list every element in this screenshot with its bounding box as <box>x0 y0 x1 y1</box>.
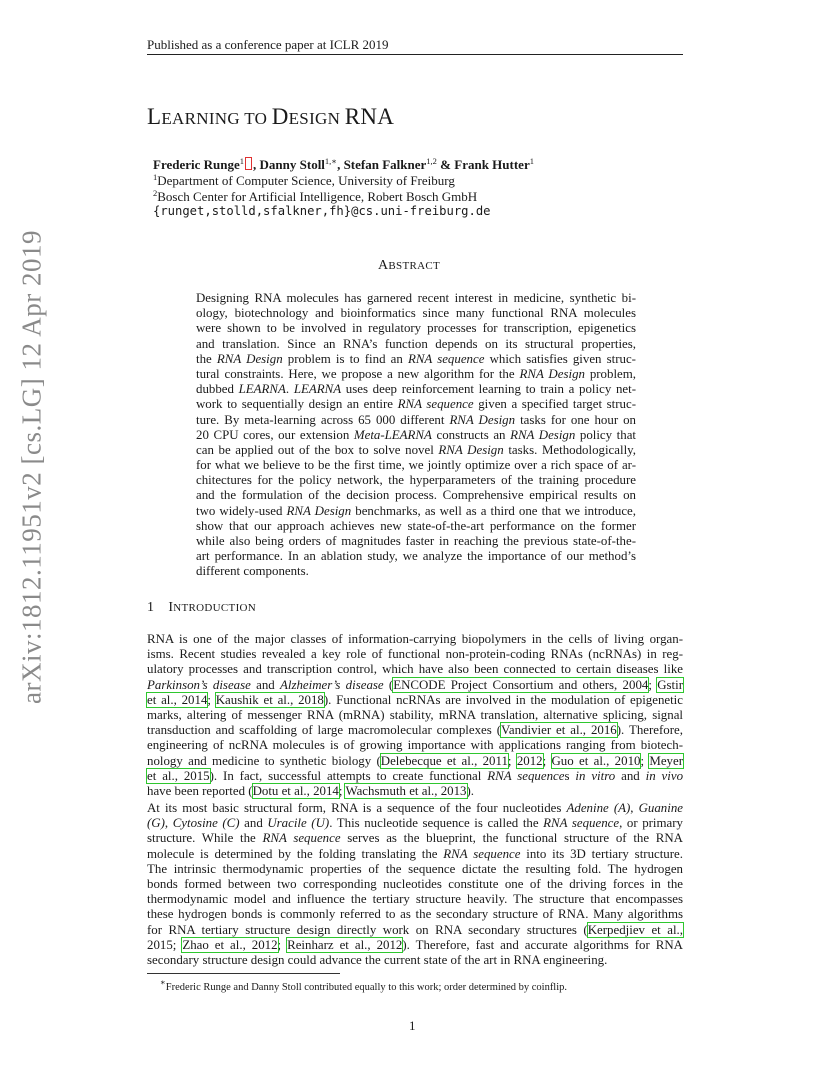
text-line: bonds formed between two corresponding nucleotides constitute one of the driving forces in the <box>147 876 683 891</box>
italic-term: in vitro <box>575 768 616 783</box>
text-line: nology and medicine to synthetic biology (Delebecque et al., 2011; 2012; Guo et al., 2010; Meyer <box>147 753 684 768</box>
citation-link[interactable]: Kerpedjiev et al., <box>587 922 683 937</box>
text-line: for RNA tertiary structure design directly work on RNA secondary structures (Kerpedjiev et al., <box>147 922 683 937</box>
text-line: the RNA Design problem is to find an RNA sequence which satisfies given struc- <box>196 351 636 366</box>
italic-term: RNA Design <box>216 351 283 366</box>
abstract-heading: ABSTRACT <box>378 258 441 273</box>
citation-link[interactable]: Reinharz et al., 2012 <box>287 937 403 952</box>
text-line: (G), Cytosine (C) and Uracile (U). This nucleotide sequence is called the RNA sequence, or primary <box>147 816 684 831</box>
citation-link[interactable]: Delebecque et al., 2011 <box>380 753 508 768</box>
italic-term: Alzheimer’s disease <box>280 677 384 692</box>
italic-term: RNA Design <box>510 427 576 442</box>
citation-link[interactable]: Gstir <box>657 677 683 692</box>
citation-link[interactable]: Dotu et al., 2014 <box>252 783 339 798</box>
italic-term: RNA sequence <box>407 351 485 366</box>
author-name: Danny Stoll <box>259 157 325 172</box>
italic-term: Parkinson’s disease <box>147 677 251 692</box>
text-line: molecule is determined by the folding translating the RNA sequence into its 3D tertiary structure. <box>147 846 683 861</box>
citation-link[interactable]: Guo et al., 2010 <box>551 753 641 768</box>
italic-term: RNA sequence <box>487 768 565 783</box>
italic-term: RNA sequence <box>443 846 521 861</box>
intro-paragraph-2 <box>147 801 683 968</box>
text-line: have been reported (Dotu et al., 2014; Wachsmuth et al., 2013). <box>147 783 475 798</box>
citation-link[interactable]: Wachsmuth et al., 2013 <box>345 783 467 798</box>
italic-term: RNA sequence <box>262 831 341 846</box>
text-line: work to sequentially design an entire RNA sequence given a specified target struc- <box>196 397 637 412</box>
text-line: show that our approach achieves new state-of-the-art performance on the former <box>196 518 636 533</box>
affiliation: $^2$Bosch Center for Artificial Intelligence, Robert Bosch GmbH <box>153 188 478 204</box>
text-line: art performance. In an ablation study, we analyze the importance of our method’s <box>196 549 636 564</box>
running-header: Published as a conference paper at ICLR 2019 <box>147 37 389 52</box>
arxiv-identifier <box>12 230 52 704</box>
author-emails: {runget,stolld,sfalkner,fh}@cs.uni-freiburg.de <box>153 204 491 218</box>
citation-link[interactable]: Meyer <box>649 753 684 768</box>
citation-link[interactable]: et al., 2014 <box>147 692 208 707</box>
text-line: Parkinson’s disease and Alzheimer’s disease (ENCODE Project Consortium and others, 2004; Gstir <box>147 677 683 692</box>
italic-term: Guanine <box>638 801 683 815</box>
italic-term: (G) <box>147 816 165 831</box>
arxiv-identifier-text: arXiv:1812.11951v2 [cs.LG] 12 Apr 2019 <box>16 230 47 704</box>
affiliation: $^1$Department of Computer Science, University of Freiburg <box>153 172 455 188</box>
text-line: dubbed LEARNA. LEARNA uses deep reinforcement learning to train a policy net- <box>196 382 636 397</box>
citation-link[interactable]: Zhao et al., 2012 <box>182 937 278 952</box>
text-line: ulatory processes and transcription control, which have also been connected to certain diseases like <box>147 662 683 677</box>
text-line: marks, altering of messenger RNA (mRNA) stability, mRNA translation, alternative splicing, signal <box>147 707 683 722</box>
text-line: engineering of ncRNA molecules is of growing importance with applications ranging from biotech- <box>147 738 683 753</box>
text-line: while also being orders of magnitudes faster in reaching the previous state-of-the- <box>196 534 636 548</box>
author-name: Frank Hutter <box>454 157 530 172</box>
citation-link[interactable]: et al., 2015 <box>147 768 210 783</box>
text-line: et al., 2014; Kaushik et al., 2018). Functional ncRNAs are involved in the modulation of epigenetic <box>147 692 683 707</box>
paper-title: LEARNING TO DESIGN RNA <box>147 104 395 129</box>
italic-term: LEARNA <box>238 382 286 397</box>
text-line: chitectures for the policy network, the hyperparameters of the training procedure <box>196 473 636 488</box>
header-rule <box>147 54 683 55</box>
text-line: were shown to be involved in regulatory processes for transcription, epigenetics <box>196 321 636 336</box>
text-line: for what we believe to be the first time, we jointly optimize over a rich space of ar- <box>196 458 636 473</box>
text-line: two widely-used RNA Design benchmarks, as well as a third one that we introduce, <box>196 503 636 518</box>
text-line: secondary structure design could advance the current state of the art in RNA engineering. <box>147 952 608 967</box>
text-line: and translation. Since an RNA’s function depends on its structural properties, <box>196 336 636 351</box>
citation-link[interactable]: ENCODE Project Consortium and others, 2004 <box>393 677 649 692</box>
italic-term: RNA Design <box>438 442 504 457</box>
text-line: The intrinsic thermodynamic properties of the sequence dictate the resulting fold. The hydrogen <box>147 861 683 876</box>
italic-term: RNA Design <box>449 412 516 427</box>
italic-term: Uracile (U) <box>267 816 330 831</box>
text-line: structure. While the RNA sequence serves as the blueprint, the functional structure of the RNA <box>147 831 683 846</box>
intro-paragraph-1 <box>147 632 683 799</box>
text-line: 2015; Zhao et al., 2012; Reinharz et al., 2012). Therefore, fast and accurate algorithms for RNA <box>147 937 683 952</box>
text-line: different components. <box>196 564 309 579</box>
text-line: can be applied out of the box to solve novel RNA Design tasks. Methodologically, <box>196 442 636 457</box>
italic-term: LEARNA <box>293 382 342 397</box>
text-line: 20 CPU cores, our extension Meta-LEARNA constructs an RNA Design policy that <box>196 427 636 442</box>
italic-term: Cytosine (C) <box>172 816 240 831</box>
author-list: Frederic Runge$^1$ , Danny Stoll$^{1,∗}$, Stefan Falkner$^{1,2}$ & Frank Hutter$^1$ <box>153 156 534 172</box>
italic-term: RNA sequence <box>543 816 620 831</box>
citation-link[interactable]: 2012 <box>516 753 543 768</box>
italic-term: in vivo <box>645 768 684 783</box>
footnote-rule <box>147 973 340 974</box>
text-line: and the formulation of the decision process. Comprehensive empirical results on <box>196 488 636 503</box>
author-name: Stefan Falkner <box>343 157 427 172</box>
text-line: ture. By meta-learning across 65 000 different RNA Design tasks for one hour on <box>196 412 636 427</box>
italic-term: RNA sequence <box>397 397 474 412</box>
citation-link[interactable]: Vandivier et al., 2016 <box>501 723 617 738</box>
citation-link[interactable]: Kaushik et al., 2018 <box>215 692 324 707</box>
text-line: ology, biotechnology and bioinformatics since many functional RNA molecules <box>196 306 636 321</box>
text-line: thermodynamic model and influence the tertiary structure heavily. The structure that encompasses <box>147 892 683 907</box>
italic-term: RNA Design <box>286 503 352 518</box>
italic-term: Meta-LEARNA <box>353 427 432 442</box>
page-number: 1 <box>409 1018 416 1033</box>
author-name: Frederic Runge <box>153 157 240 172</box>
text-line: these hydrogen bonds is commonly referred to as the secondary structure of RNA. Many algorithms <box>147 907 683 922</box>
text-line: RNA is one of the major classes of information-carrying biopolymers in the cells of living organ- <box>147 632 683 646</box>
text-line: et al., 2015). In fact, successful attempts to create functional RNA sequences in vitro and in vivo <box>147 768 684 783</box>
text-line: isms. Recent studies revealed a key role of functional non-protein-coding RNAs (ncRNAs) in reg- <box>147 647 683 662</box>
text-line: Designing RNA molecules has garnered recent interest in medicine, synthetic bi- <box>196 291 636 305</box>
text-line: tural constraints. Here, we propose a new algorithm for the RNA Design problem, <box>196 366 637 381</box>
abstract-text <box>196 291 636 580</box>
footnote: ∗Frederic Runge and Danny Stoll contributed equally to this work; order determined by coinflip. <box>160 977 568 993</box>
text-line: transduction and scaffolding of large macromolecular complexes (Vandivier et al., 2016). Therefore, <box>147 723 683 738</box>
italic-term: RNA Design <box>519 366 585 381</box>
footnote-link[interactable] <box>245 157 252 170</box>
text-line: At its most basic structural form, RNA is a sequence of the four nucleotides Adenine (A), Guanine <box>147 801 683 815</box>
section-heading-introduction: 1 INTRODUCTION <box>147 600 257 615</box>
italic-term: Adenine (A) <box>566 801 631 815</box>
